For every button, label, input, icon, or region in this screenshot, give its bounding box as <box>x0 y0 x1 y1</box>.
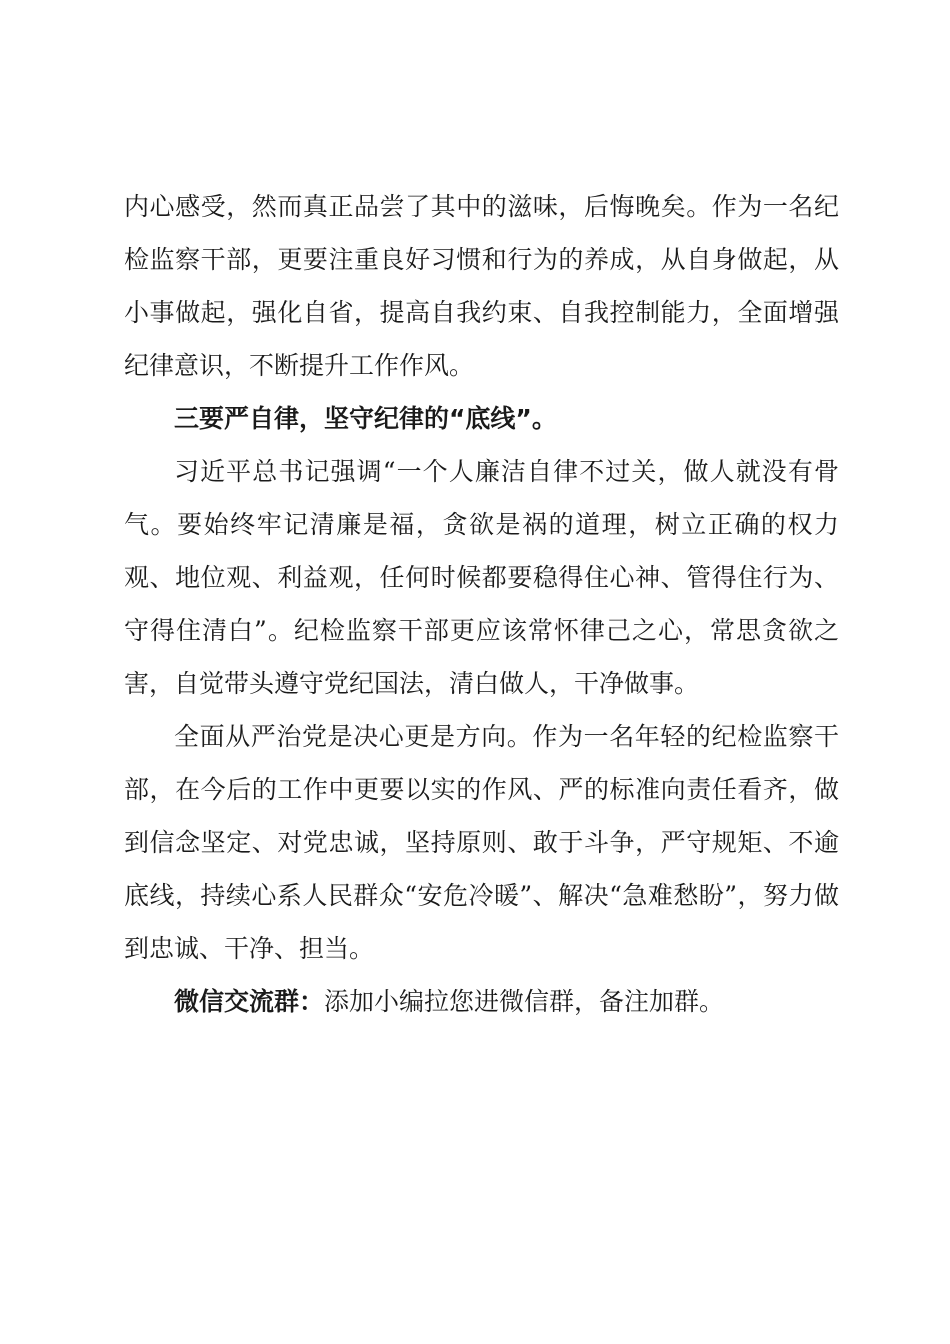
wechat-label: 微信交流群： <box>174 987 325 1016</box>
paragraph-continuation: 内心感受，然而真正品尝了其中的滋味，后悔晚矣。作为一名纪检监察干部，更要注重良好习惯和行为的养成，从自身做起，从小事做起，强化自省，提高自我约束、自我控制能力，全面增强纪律意识，不断提升工作作风。 <box>124 192 839 380</box>
document-body <box>124 180 839 1028</box>
paragraph-quote: 习近平总书记强调“一个人廉洁自律不过关，做人就没有骨气。要始终牢记清廉是福，贪欲是祸的道理，树立正确的权力观、地位观、利益观，任何时候都要稳得住心神、管得住行为、守得住清白”。纪检监察干部更应该常怀律己之心，常思贪欲之害，自觉带头遵守党纪国法，清白做人，干净做事。 <box>124 457 839 698</box>
wechat-text: 添加小编拉您进微信群，备注加群。 <box>324 987 725 1016</box>
wechat-note <box>124 975 839 1028</box>
section-heading: 三要严自律，坚守纪律的“底线”。 <box>174 404 557 433</box>
paragraph-conclusion: 全面从严治党是决心更是方向。作为一名年轻的纪检监察干部，在今后的工作中更要以实的作风、严的标准向责任看齐，做到信念坚定、对党忠诚，坚持原则、敢于斗争，严守规矩、不逾底线，持续心系人民群众“安危冷暖”、解决“急难愁盼”，努力做到忠诚、干净、担当。 <box>124 722 839 963</box>
